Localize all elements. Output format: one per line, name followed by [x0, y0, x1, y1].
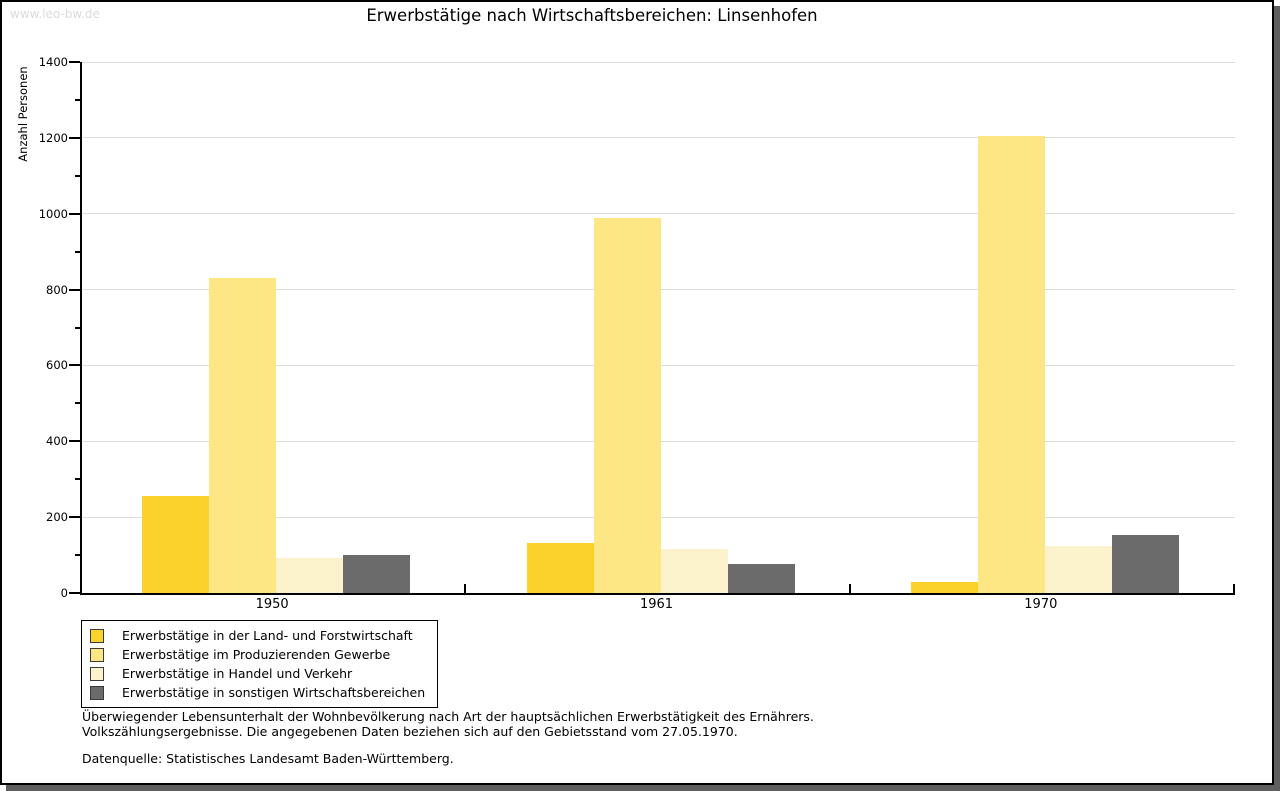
- y-tick-label-1000: 1000: [38, 206, 68, 221]
- x-tick-label-1970: 1970: [1024, 597, 1058, 612]
- y-tick-label-0: 0: [60, 586, 68, 600]
- y-minor-tick-700: [75, 327, 80, 329]
- y-tick-label-200: 200: [46, 510, 68, 525]
- bar-1970-series-3: [1045, 546, 1112, 593]
- y-major-tick-1200: [69, 137, 80, 139]
- y-major-tick-1400: [69, 61, 80, 63]
- y-minor-tick-1100: [75, 175, 80, 177]
- datasource-note: Datenquelle: Statistisches Landesamt Baden-Württemberg.: [82, 751, 454, 766]
- legend-label: Erwerbstätige in der Land- und Forstwirtschaft: [122, 628, 413, 643]
- x-boundary-tick-2: [849, 584, 851, 593]
- legend-item-2: [90, 645, 425, 664]
- y-tick-label-400: 400: [46, 434, 68, 449]
- bar-1970-series-1: [911, 582, 978, 593]
- legend-label: Erwerbstätige im Produzierenden Gewerbe: [122, 647, 391, 662]
- legend-label: Erwerbstätige in sonstigen Wirtschaftsbereichen: [122, 685, 426, 700]
- y-minor-tick-300: [75, 478, 80, 480]
- footnote-line-1: Überwiegender Lebensunterhalt der Wohnbevölkerung nach Art der hauptsächlichen Erwerbstätigkeit des Ernährers.: [82, 709, 814, 724]
- y-minor-tick-1300: [75, 99, 80, 101]
- bar-1961-series-3: [661, 549, 728, 593]
- bar-1950-series-4: [343, 555, 410, 593]
- legend-swatch-icon: [90, 629, 104, 643]
- plot-area: [80, 62, 1235, 595]
- watermark: www.leo-bw.de: [10, 7, 100, 21]
- y-major-tick-800: [69, 289, 80, 291]
- legend-item-4: [90, 683, 425, 702]
- footnote-line-2: Volkszählungsergebnisse. Die angegebenen Daten beziehen sich auf den Gebietsstand vom 27.05.1970.: [82, 723, 738, 739]
- y-major-tick-1000: [69, 213, 80, 215]
- chart-title: Erwerbstätige nach Wirtschaftsbereichen: Linsenhofen: [366, 6, 818, 25]
- y-minor-tick-500: [75, 402, 80, 404]
- bar-1961-series-2: [594, 218, 661, 593]
- legend-item-1: [90, 626, 425, 645]
- legend-item-3: [90, 664, 425, 683]
- bar-1970-series-4: [1112, 535, 1179, 593]
- bar-1961-series-1: [527, 543, 594, 593]
- legend-swatch-icon: [90, 648, 104, 662]
- gridline-1400: [82, 62, 1235, 63]
- bar-1950-series-3: [276, 558, 343, 593]
- bar-1950-series-1: [142, 496, 209, 593]
- legend-swatch-icon: [90, 686, 104, 700]
- y-minor-tick-900: [75, 251, 80, 253]
- bar-1970-series-2: [978, 136, 1045, 593]
- footnotes: [82, 710, 814, 739]
- gridline-1200: [82, 137, 1235, 138]
- y-major-tick-0: [69, 592, 80, 594]
- x-tick-label-1961: 1961: [639, 597, 674, 612]
- y-tick-label-1200: 1200: [38, 130, 68, 145]
- gridline-1000: [82, 213, 1235, 214]
- y-major-tick-200: [69, 516, 80, 518]
- x-boundary-tick-1: [464, 584, 466, 593]
- y-major-tick-600: [69, 364, 80, 366]
- bar-1950-series-2: [209, 278, 276, 593]
- y-tick-label-1400: 1400: [38, 55, 68, 69]
- y-axis-label: Anzahl Personen: [16, 66, 30, 162]
- y-tick-label-600: 600: [46, 358, 68, 373]
- y-major-tick-400: [69, 440, 80, 442]
- legend-label: Erwerbstätige in Handel und Verkehr: [122, 666, 353, 681]
- x-tick-label-1950: 1950: [255, 597, 289, 612]
- y-minor-tick-100: [75, 554, 80, 556]
- legend-swatch-icon: [90, 667, 104, 681]
- y-tick-label-800: 800: [46, 282, 68, 297]
- x-boundary-tick-3: [1233, 584, 1235, 593]
- legend: [81, 620, 438, 708]
- bar-1961-series-4: [728, 564, 795, 593]
